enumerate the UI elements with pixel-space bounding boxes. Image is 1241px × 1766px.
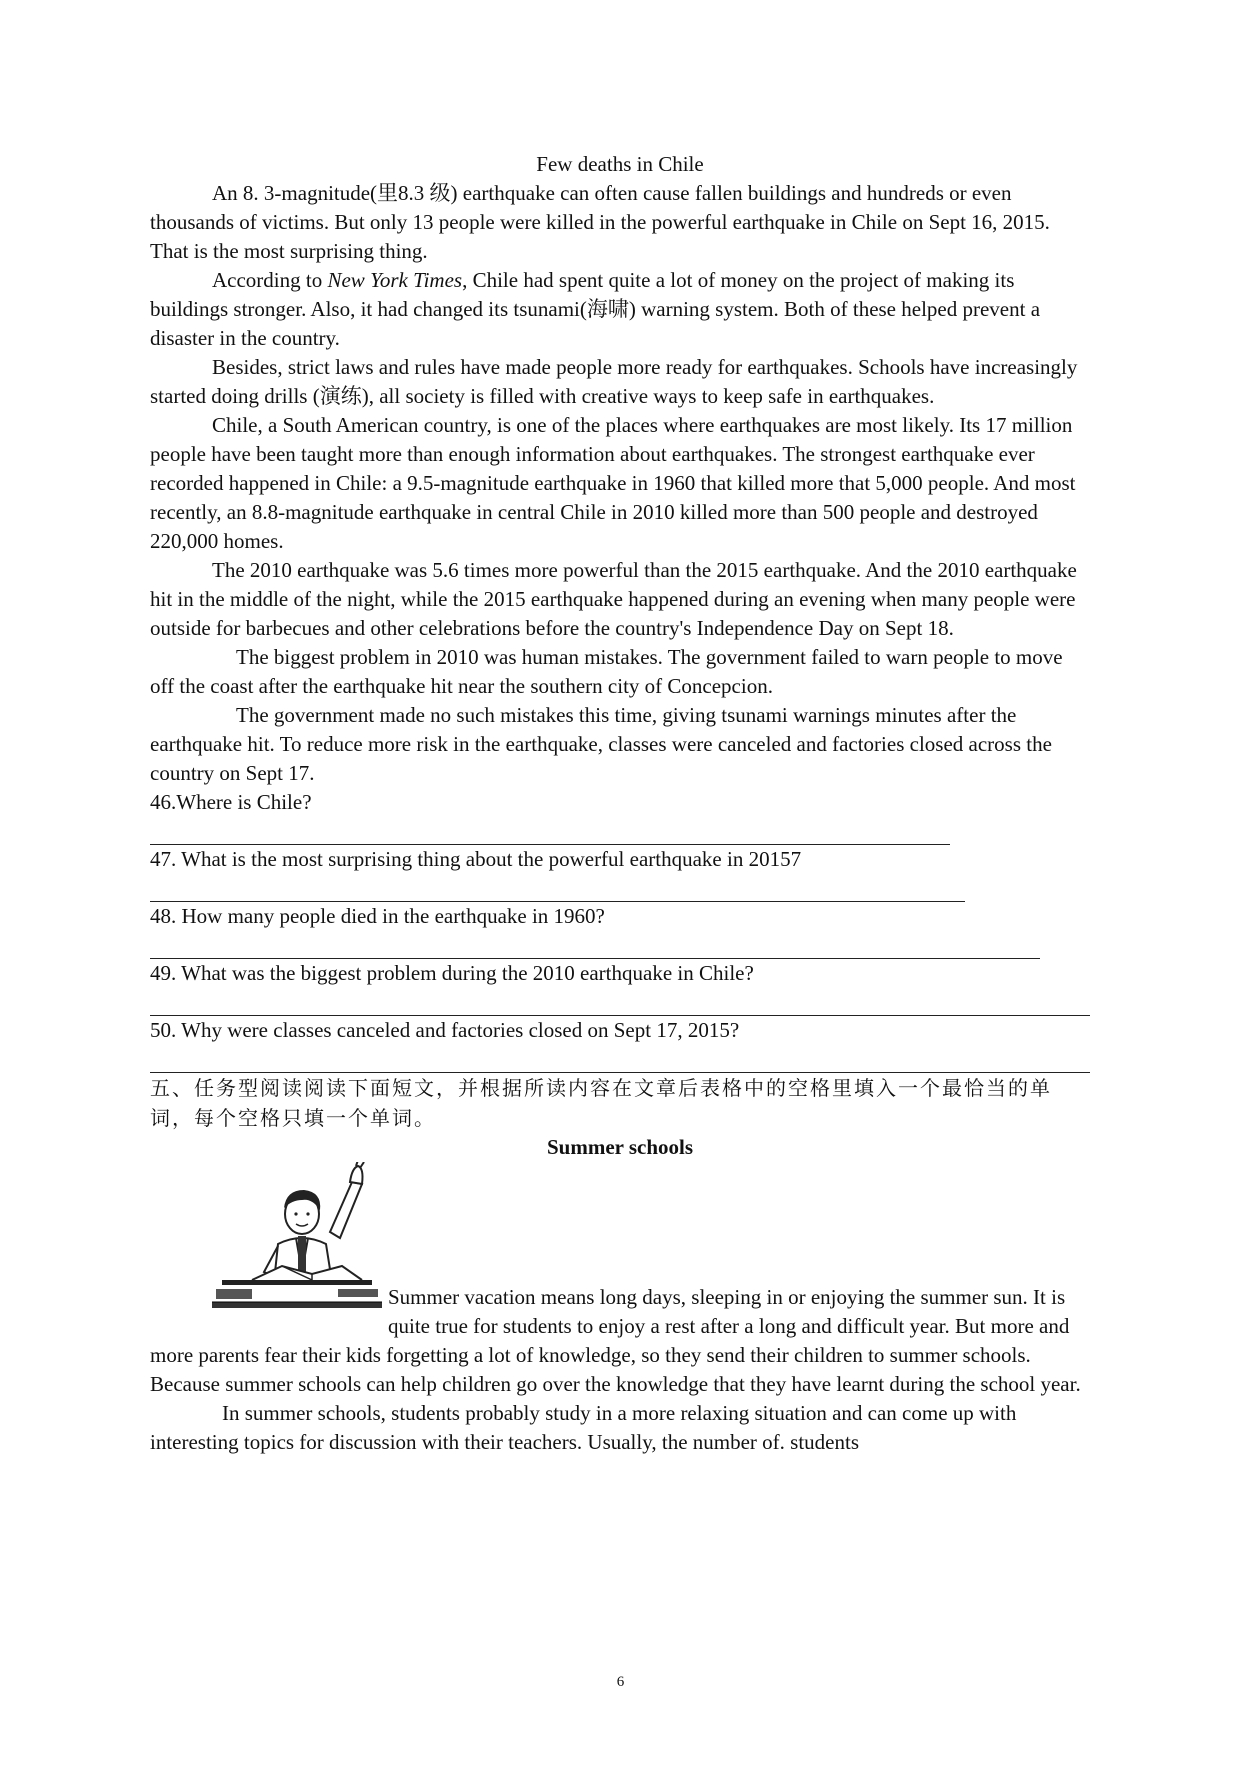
document-page	[150, 150, 1090, 1457]
answer-line-47[interactable]	[150, 874, 965, 902]
question-47: 47. What is the most surprising thing about the powerful earthquake in 20157	[150, 847, 802, 871]
answer-line-46[interactable]	[150, 817, 950, 845]
section-instruction: 五、任务型阅读阅读下面短文，并根据所读内容在文章后表格中的空格里填入一个最恰当的单词，每个空格只填一个单词。	[150, 1076, 1052, 1130]
paragraph-text: The 2010 earthquake was 5.6 times more powerful than the 2015 earthquake. And the 2010 earthquake hit in the middle of the night, while the 2015 earthquake happened during an evening when many people were outside for barbecues and other celebrations before the country's Independence Day on Sept 18.	[150, 558, 1077, 640]
paragraph-text: The biggest problem in 2010 was human mistakes. The government failed to warn people to move off the coast after the earthquake hit near the southern city of Concepcion.	[150, 645, 1063, 698]
answer-line-49[interactable]	[150, 988, 1090, 1016]
student-illustration	[212, 1162, 382, 1314]
question-46: 46.Where is Chile?	[150, 790, 312, 814]
paragraph-text: An 8. 3-magnitude(里8.3 级) earthquake can often cause fallen buildings and hundreds or even thousands of victims. But only 13 people were killed in the powerful earthquake in Chile on Sept 16, 2015. That is the most surprising thing.	[150, 181, 1050, 263]
article-title-summer: Summer schools	[546, 1135, 694, 1159]
question-49: 49. What was the biggest problem during the 2010 earthquake in Chile?	[150, 961, 754, 985]
paragraph-5	[150, 556, 1090, 643]
page-number: 6	[616, 1674, 625, 1690]
paragraph-1	[150, 179, 1090, 266]
paragraph-6	[150, 643, 1090, 701]
paragraph-text: , Chile had spent quite a lot of money on the project of making its buildings stronger. Also, it had changed its tsunami(海啸) warning system. Both of these helped prevent a disaster in the country.	[150, 268, 1041, 350]
answer-line-50[interactable]	[150, 1045, 1090, 1073]
paragraph-text: Besides, strict laws and rules have made people more ready for earthquakes. Schools have increasingly started doing drills (演练), all society is filled with creative ways to keep safe in earthquakes.	[150, 355, 1078, 408]
paragraph-4	[150, 411, 1090, 556]
article-title: Few deaths in Chile	[536, 152, 704, 176]
answer-line-48[interactable]	[150, 931, 1040, 959]
paragraph-7	[150, 701, 1090, 788]
paragraph-text: Chile, a South American country, is one of the places where earthquakes are most likely. Its 17 million people have been taught more than enough information about earthquakes. The strongest earthquake ever recorded happened in Chile: a 9.5-magnitude earthquake in 1960 that killed more that 5,000 people. And most recently, an 8.8-magnitude earthquake in central Chile in 2010 killed more than 500 people and destroyed 220,000 homes.	[150, 413, 1076, 553]
question-50: 50. Why were classes canceled and factories closed on Sept 17, 2015?	[150, 1018, 740, 1042]
question-48: 48. How many people died in the earthquake in 1960?	[150, 904, 605, 928]
summer-paragraph-1: Summer vacation means long days, sleeping in or enjoying the summer sun. It is quite true for students to enjoy a rest after a long and difficult year. But more and more parents fear their kids forgetting a lot of knowledge, so they send their children to summer schools. Because summer schools can help children go over the knowledge that they have learnt during the school year.	[150, 1285, 1081, 1396]
paragraph-text: According to	[212, 268, 328, 292]
student-raising-hand-icon	[212, 1162, 382, 1314]
summer-paragraph-2: In summer schools, students probably study in a more relaxing situation and can come up with interesting topics for discussion with their teachers. Usually, the number of. students	[150, 1401, 1017, 1454]
paragraph-2	[150, 266, 1090, 353]
newspaper-name: New York Times	[327, 268, 463, 292]
paragraph-3	[150, 353, 1090, 411]
paragraph-text: The government made no such mistakes this time, giving tsunami warnings minutes after the earthquake hit. To reduce more risk in the earthquake, classes were canceled and factories closed across the country on Sept 17.	[150, 703, 1052, 785]
summer-article	[150, 1162, 1090, 1457]
